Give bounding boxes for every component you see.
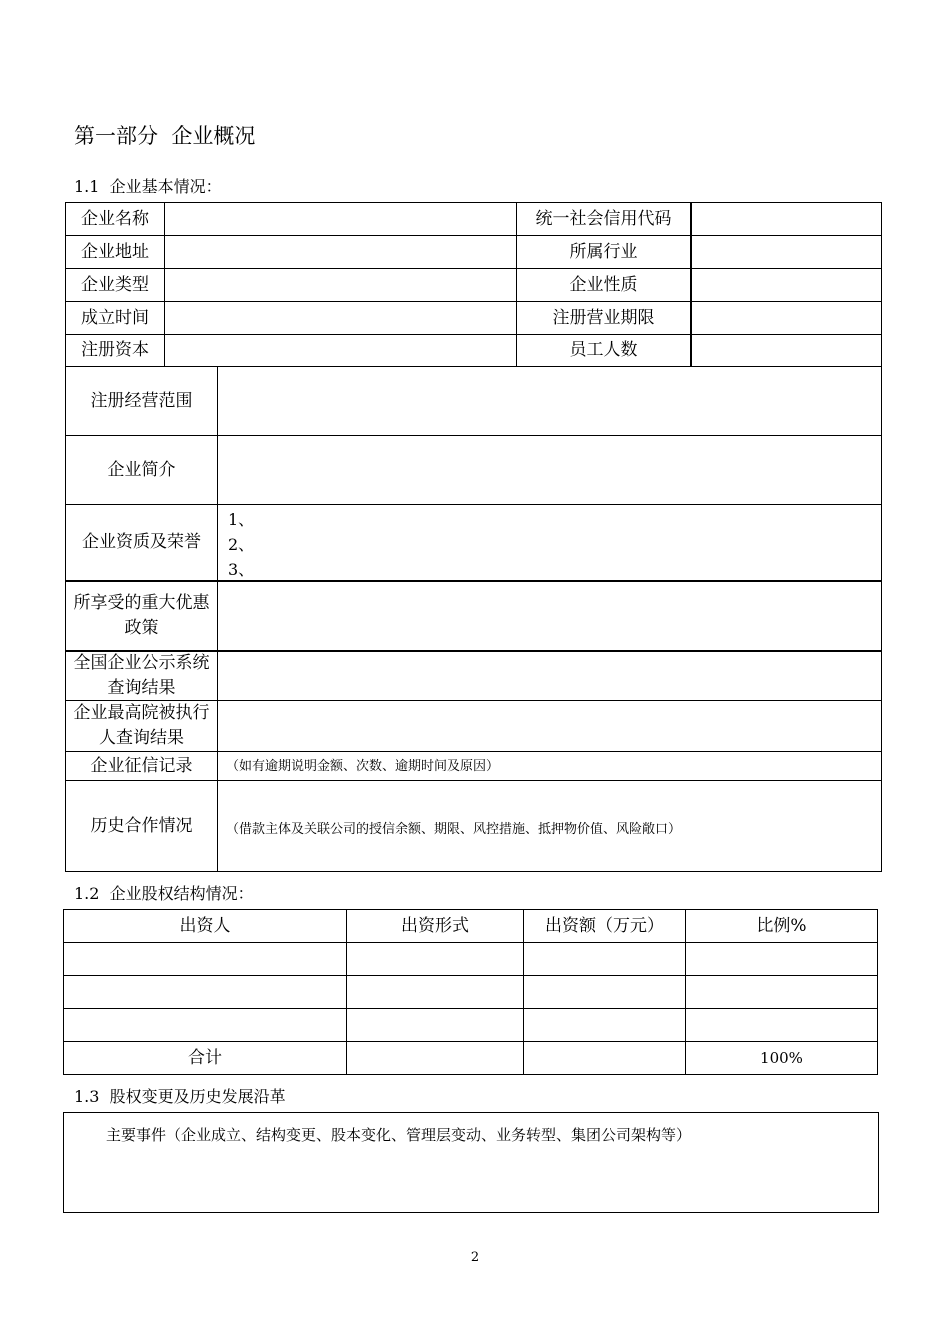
label-preferential-policy: 所享受的重大优惠政策 <box>73 593 210 638</box>
page-number: 2 <box>470 1250 480 1265</box>
header-investor: 出资人 <box>179 915 231 936</box>
total-label: 合计 <box>188 1047 222 1068</box>
label-company-address: 企业地址 <box>81 241 149 262</box>
total-ratio: 100% <box>760 1048 803 1067</box>
label-gsxt-result: 全国企业公示系统查询结果 <box>73 652 210 698</box>
header-contribution-form: 出资形式 <box>401 915 469 936</box>
label-industry: 所属行业 <box>569 241 638 262</box>
label-executed-result: 企业最高院被执行人查询结果 <box>73 703 210 748</box>
label-business-scope: 注册经营范围 <box>90 390 193 411</box>
cooperation-history-note: （借款主体及关联公司的授信余额、期限、风控措施、抵押物价值、风险敞口） <box>226 821 682 837</box>
qualifications-list <box>228 507 254 582</box>
page-title: 第一部分 企业概况 <box>74 124 256 148</box>
label-cooperation-history: 历史合作情况 <box>90 815 193 836</box>
label-business-term: 注册营业期限 <box>552 307 655 328</box>
section-1-2-heading: 1.2 企业股权结构情况： <box>74 884 254 903</box>
label-founded-date: 成立时间 <box>81 307 149 328</box>
qualification-item: 2、 <box>228 535 255 554</box>
header-contribution-amount: 出资额（万元） <box>545 915 664 936</box>
qualification-item: 1、 <box>228 510 255 529</box>
label-employee-count: 员工人数 <box>569 340 638 360</box>
section-1-1-heading: 1.1 企业基本情况： <box>74 177 222 196</box>
label-credit-code: 统一社会信用代码 <box>535 208 672 229</box>
label-registered-capital: 注册资本 <box>81 340 149 360</box>
section-1-3-heading: 1.3 股权变更及历史发展沿革 <box>74 1087 286 1106</box>
history-box-text: 主要事件（企业成立、结构变更、股本变化、管理层变动、业务转型、集团公司架构等） <box>106 1126 692 1144</box>
label-credit-record: 企业征信记录 <box>90 755 193 776</box>
header-ratio: 比例% <box>756 915 807 936</box>
label-company-name: 企业名称 <box>81 208 149 229</box>
qualification-item: 3、 <box>228 560 255 579</box>
label-company-nature: 企业性质 <box>569 274 638 295</box>
label-qualifications: 企业资质及荣誉 <box>82 532 201 552</box>
label-company-intro: 企业简介 <box>107 459 176 480</box>
credit-record-note: （如有逾期说明金额、次数、逾期时间及原因） <box>226 758 500 774</box>
label-company-type: 企业类型 <box>81 274 149 295</box>
